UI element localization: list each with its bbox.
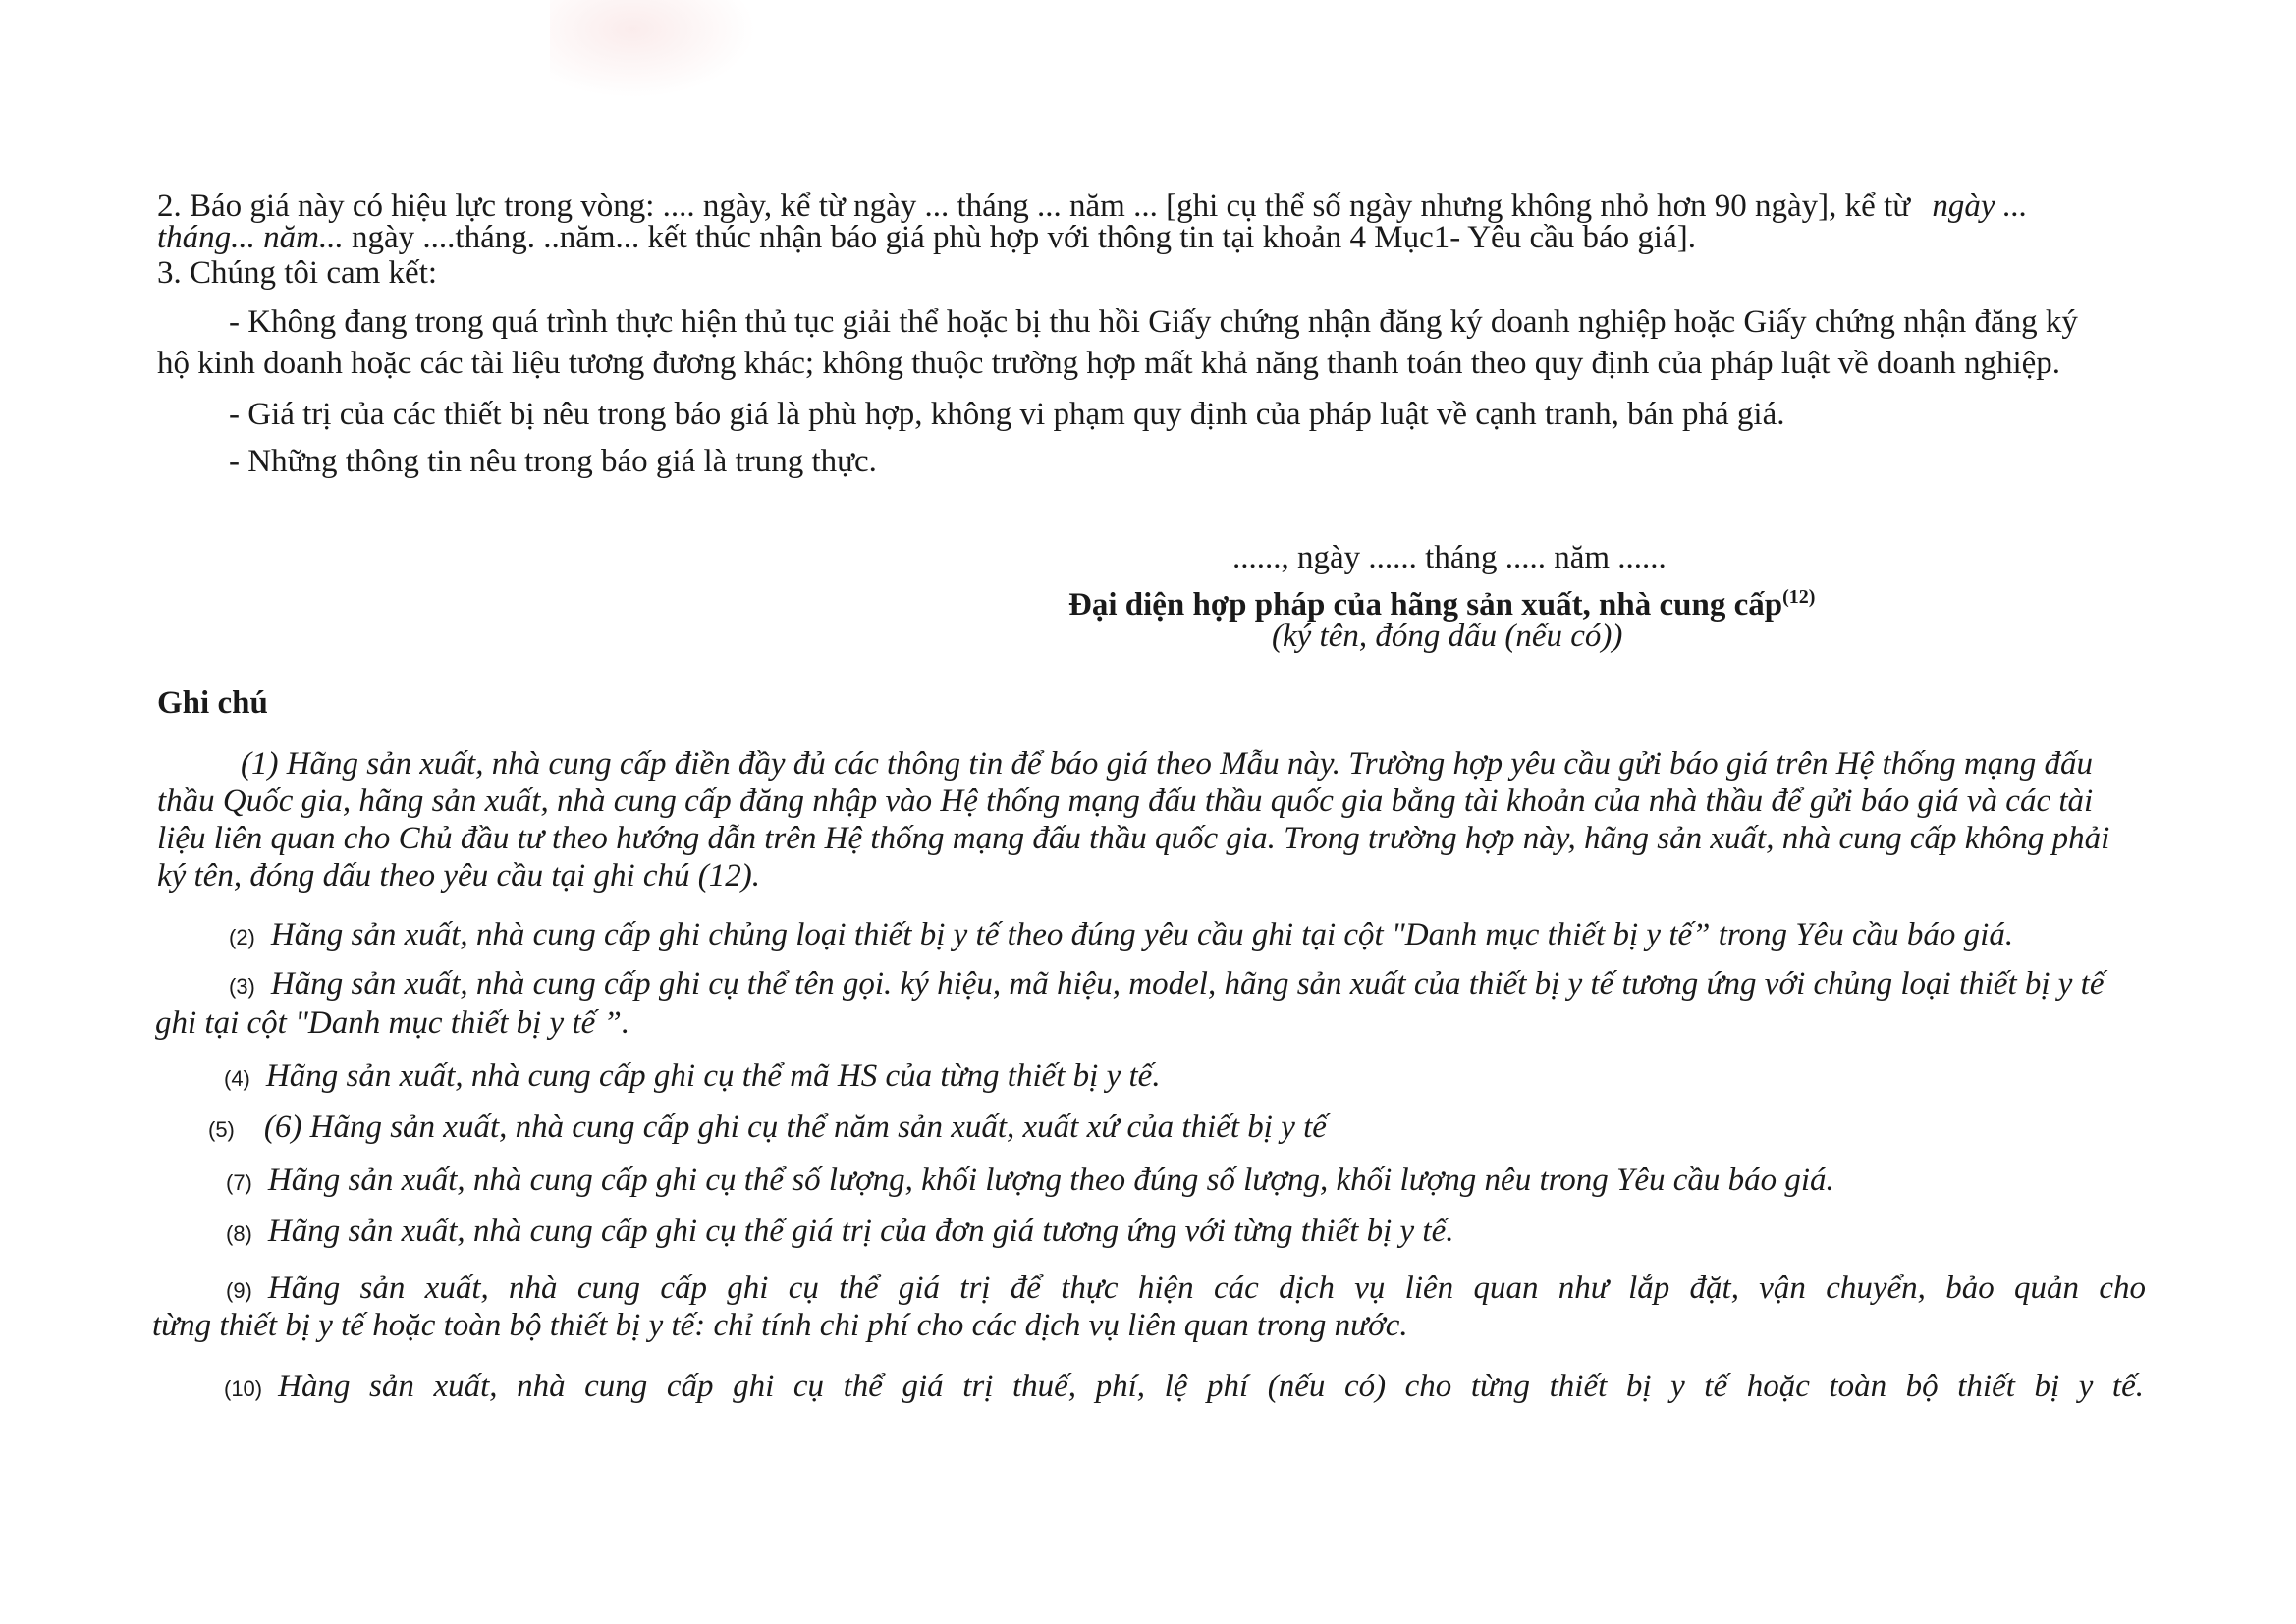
commitment-bullet-3: - Những thông tin nêu trong báo giá là trung thực. (229, 444, 877, 479)
notes-heading: Ghi chú (157, 685, 268, 721)
section2-line1-italic: ngày ... (1932, 189, 2028, 224)
note-4 (224, 1056, 1161, 1099)
note-5 (208, 1108, 1327, 1150)
note-1-line4: ký tên, đóng dấu theo yêu cầu tại ghi chú (12). (157, 858, 760, 893)
note-3-line2: ghi tại cột "Danh mục thiết bị y tế ”. (155, 1005, 630, 1041)
note-2-text: Hãng sản xuất, nhà cung cấp ghi chủng loại thiết bị y tế theo đúng yêu cầu ghi tại cột "Danh mục thiết bị y tế” trong Yêu cầu báo giá. (270, 917, 2014, 952)
commitment-bullet-1-cont: hộ kinh doanh hoặc các tài liệu tương đương khác; không thuộc trường hợp mất khả năng thanh toán theo quy định của pháp luật về doanh nghiệp. (157, 346, 2061, 381)
signature-date: ......, ngày ...... tháng ..... năm ...... (1232, 540, 1667, 575)
note-7-number: (7) (226, 1170, 252, 1195)
note-8-number: (8) (226, 1221, 252, 1246)
note-7 (226, 1161, 1834, 1203)
note-3-text: Hãng sản xuất, nhà cung cấp ghi cụ thể tên gọi. ký hiệu, mã hiệu, model, hãng sản xuất của thiết bị y tế tương ứng với chủng loại thiết bị y tế (270, 966, 2105, 1001)
signature-subtitle: (ký tên, đóng dấu (nếu có)) (1272, 619, 1623, 654)
note-1-line1: (1) Hãng sản xuất, nhà cung cấp điền đầy đủ các thông tin để báo giá theo Mẫu này. Trường hợp yêu cầu gửi báo giá trên Hệ thống mạng đấu (241, 746, 2093, 782)
note-9-line1 (226, 1269, 2146, 1311)
note-4-text: Hãng sản xuất, nhà cung cấp ghi cụ thể mã HS của từng thiết bị y tế. (265, 1058, 1161, 1094)
section2-line2-text: ngày ....tháng. ..năm... kết thúc nhận báo giá phù hợp với thông tin tại khoản 4 Mục1- Yêu cầu báo giá]. (352, 220, 1696, 255)
note-7-text: Hãng sản xuất, nhà cung cấp ghi cụ thể số lượng, khối lượng theo đúng số lượng, khối lượng nêu trong Yêu cầu báo giá. (267, 1163, 1834, 1198)
section2-line1-text: 2. Báo giá này có hiệu lực trong vòng: .... ngày, kể từ ngày ... tháng ... năm ... [ghi cụ thể số ngày nhưng không nhỏ hơn 90 ngày], kể từ (157, 189, 1911, 224)
note-9-text: Hãng sản xuất, nhà cung cấp ghi cụ thể giá trị để thực hiện các dịch vụ liên quan như lắp đặt, vận chuyển, bảo quản cho (267, 1271, 2146, 1306)
note-9-number: (9) (226, 1278, 252, 1303)
note-10-text: Hàng sản xuất, nhà cung cấp ghi cụ thể giá trị thuế, phí, lệ phí (nếu có) cho từng thiết bị y tế hoặc toàn bộ thiết bị y tế. (278, 1369, 2144, 1404)
note-5-text: (6) Hãng sản xuất, nhà cung cấp ghi cụ thể năm sản xuất, xuất xứ của thiết bị y tế (263, 1110, 1327, 1145)
commitment-bullet-1: - Không đang trong quá trình thực hiện thủ tục giải thể hoặc bị thu hồi Giấy chứng nhận đăng ký doanh nghiệp hoặc Giấy chứng nhận đăng ký (229, 304, 2078, 340)
section2-line2 (157, 218, 1696, 257)
note-8 (226, 1212, 1453, 1254)
note-8-text: Hãng sản xuất, nhà cung cấp ghi cụ thể giá trị của đơn giá tương ứng với từng thiết bị y tế. (267, 1214, 1454, 1249)
note-3-line1 (229, 964, 2105, 1006)
note-2 (229, 915, 2013, 957)
note-4-number: (4) (224, 1066, 250, 1091)
note-9-line2: từng thiết bị y tế hoặc toàn bộ thiết bị y tế: chỉ tính chi phí cho các dịch vụ liên quan trong nước. (152, 1308, 1408, 1343)
note-10 (224, 1367, 2144, 1409)
note-3-number: (3) (229, 974, 255, 999)
commitment-bullet-2: - Giá trị của các thiết bị nêu trong báo giá là phù hợp, không vi phạm quy định của pháp luật về cạnh tranh, bán phá giá. (229, 397, 1785, 432)
note-1-line2: thầu Quốc gia, hãng sản xuất, nhà cung cấp đăng nhập vào Hệ thống mạng đấu thầu quốc gia bằng tài khoản của nhà thầu để gửi báo giá và các tài (157, 784, 2094, 819)
section3-heading: 3. Chúng tôi cam kết: (157, 255, 438, 291)
section2-line2-italic: tháng... năm... (157, 220, 344, 255)
note-1-line3: liệu liên quan cho Chủ đầu tư theo hướng dẫn trên Hệ thống mạng đấu thầu quốc gia. Trong trường hợp này, hãng sản xuất, nhà cung cấp không phải (157, 821, 2110, 856)
signature-title-text: Đại diện hợp pháp của hãng sản xuất, nhà cung cấp (1068, 587, 1783, 623)
stamp-residue (550, 0, 756, 98)
note-5-number: (5) (208, 1117, 235, 1142)
note-2-number: (2) (229, 925, 255, 949)
signature-footnote-ref: (12) (1782, 586, 1816, 608)
note-10-number: (10) (224, 1377, 263, 1401)
